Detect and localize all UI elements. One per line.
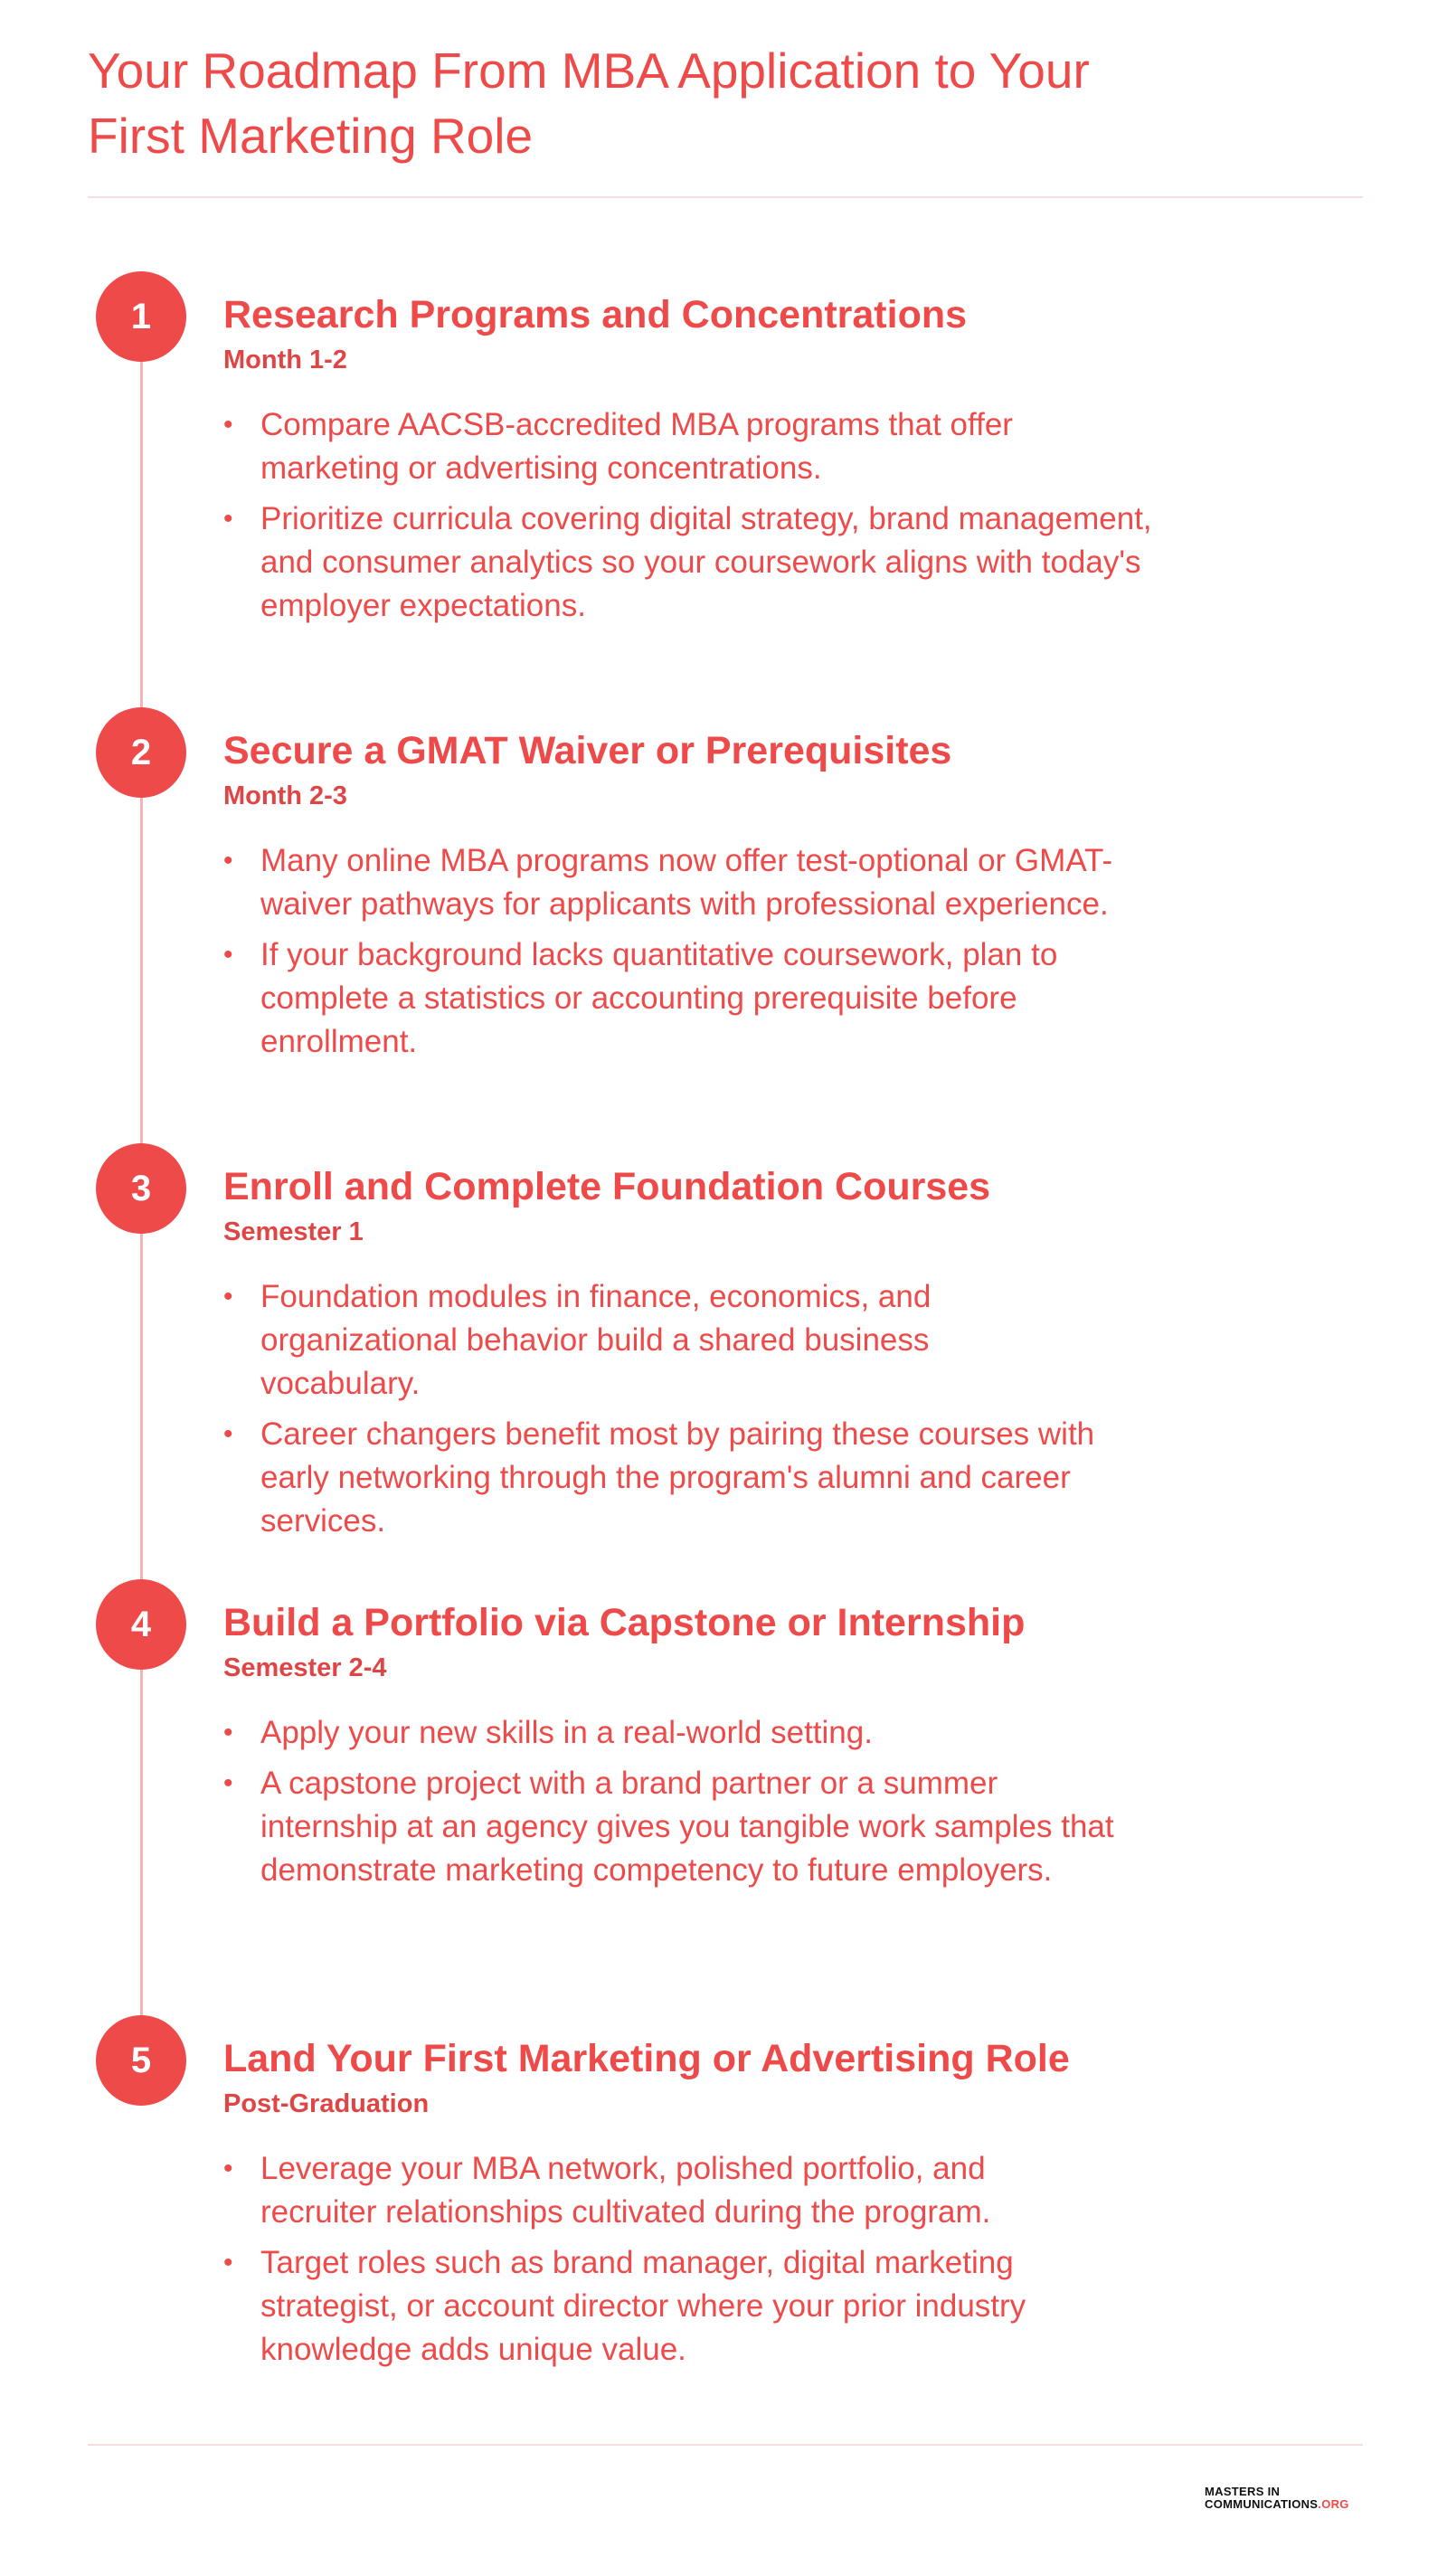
step-4 [223, 1599, 1227, 1899]
step-3-bullets [223, 1275, 1227, 1543]
bullet-dot-icon: • [223, 940, 233, 970]
list-item [223, 2241, 1227, 2372]
step-3-title: Enroll and Complete Foundation Courses [223, 1165, 991, 1208]
site-logo [1205, 2486, 1349, 2511]
bullet-text: A capstone project with a brand partner or a summer internship at an agency gives you tangible work samples that demonstrate marketing competency to future employers. [260, 1766, 1114, 1888]
step-2-bullets [223, 839, 1227, 1064]
list-item [223, 1711, 1227, 1755]
step-4-timing: Semester 2-4 [223, 1653, 387, 1682]
step-2-timing: Month 2-3 [223, 781, 347, 810]
step-5-bullets [223, 2147, 1227, 2372]
list-item [223, 1275, 1227, 1406]
step-1-marker: 1 [96, 271, 186, 362]
list-item [223, 497, 1227, 628]
step-5 [223, 2035, 1227, 2379]
bullet-text: Target roles such as brand manager, digital marketing strategist, or account director where your prior industry knowledge adds unique value. [260, 2245, 1026, 2367]
list-item [223, 1762, 1227, 1892]
step-1-title: Research Programs and Concentrations [223, 293, 968, 336]
bullet-dot-icon: • [223, 2154, 233, 2183]
bullet-text: Foundation modules in finance, economics, and organizational behavior build a shared business vocabulary. [260, 1279, 932, 1401]
step-3-timing: Semester 1 [223, 1217, 364, 1246]
step-4-title: Build a Portfolio via Capstone or Internship [223, 1601, 1026, 1644]
step-5-title: Land Your First Marketing or Advertising Role [223, 2037, 1070, 2080]
step-1 [223, 291, 1227, 635]
step-2-marker: 2 [96, 707, 186, 798]
bottom-divider [88, 2444, 1363, 2446]
logo-name: COMMUNICATIONS [1205, 2497, 1319, 2511]
step-5-marker: 5 [96, 2015, 186, 2106]
bullet-text: Apply your new skills in a real-world setting. [260, 1715, 873, 1750]
step-2-title: Secure a GMAT Waiver or Prerequisites [223, 729, 952, 772]
page-title-line-2: First Marketing Role [88, 108, 534, 164]
list-item [223, 2147, 1227, 2234]
list-item [223, 1413, 1227, 1543]
bullet-dot-icon: • [223, 846, 233, 876]
page-title-line-1: Your Roadmap From MBA Application to Your [88, 43, 1090, 99]
bullet-text: Compare AACSB-accredited MBA programs that offer marketing or advertising concentrations. [260, 407, 1013, 486]
bullet-text: Many online MBA programs now offer test-optional or GMAT-waiver pathways for applicants with professional experience. [260, 843, 1113, 922]
bullet-dot-icon: • [223, 2248, 233, 2278]
bullet-text: If your background lacks quantitative coursework, plan to complete a statistics or accounting prerequisite before enrollment. [260, 937, 1058, 1059]
logo-suffix: .ORG [1318, 2497, 1349, 2511]
bullet-text: Leverage your MBA network, polished portfolio, and recruiter relationships cultivated during the program. [260, 2151, 991, 2230]
step-4-marker: 4 [96, 1579, 186, 1670]
bullet-text: Career changers benefit most by pairing these courses with early networking through the program's alumni and career services. [260, 1416, 1095, 1539]
bullet-dot-icon: • [223, 1718, 233, 1747]
step-3 [223, 1163, 1227, 1550]
step-1-bullets [223, 403, 1227, 628]
bullet-dot-icon: • [223, 410, 233, 440]
list-item [223, 403, 1227, 490]
step-3-marker: 3 [96, 1143, 186, 1234]
step-4-bullets [223, 1711, 1227, 1892]
logo-line-2 [1205, 2498, 1349, 2511]
list-item [223, 933, 1227, 1064]
bullet-dot-icon: • [223, 1419, 233, 1449]
bullet-dot-icon: • [223, 1768, 233, 1798]
logo-line-1: MASTERS IN [1205, 2485, 1281, 2498]
step-5-timing: Post-Graduation [223, 2089, 430, 2118]
step-2 [223, 727, 1227, 1071]
bullet-dot-icon: • [223, 1282, 233, 1312]
list-item [223, 839, 1227, 926]
bullet-dot-icon: • [223, 504, 233, 534]
bullet-text: Prioritize curricula covering digital strategy, brand management, and consumer analytics so your coursework aligns with today's employer expectations. [260, 501, 1152, 623]
step-1-timing: Month 1-2 [223, 346, 347, 374]
